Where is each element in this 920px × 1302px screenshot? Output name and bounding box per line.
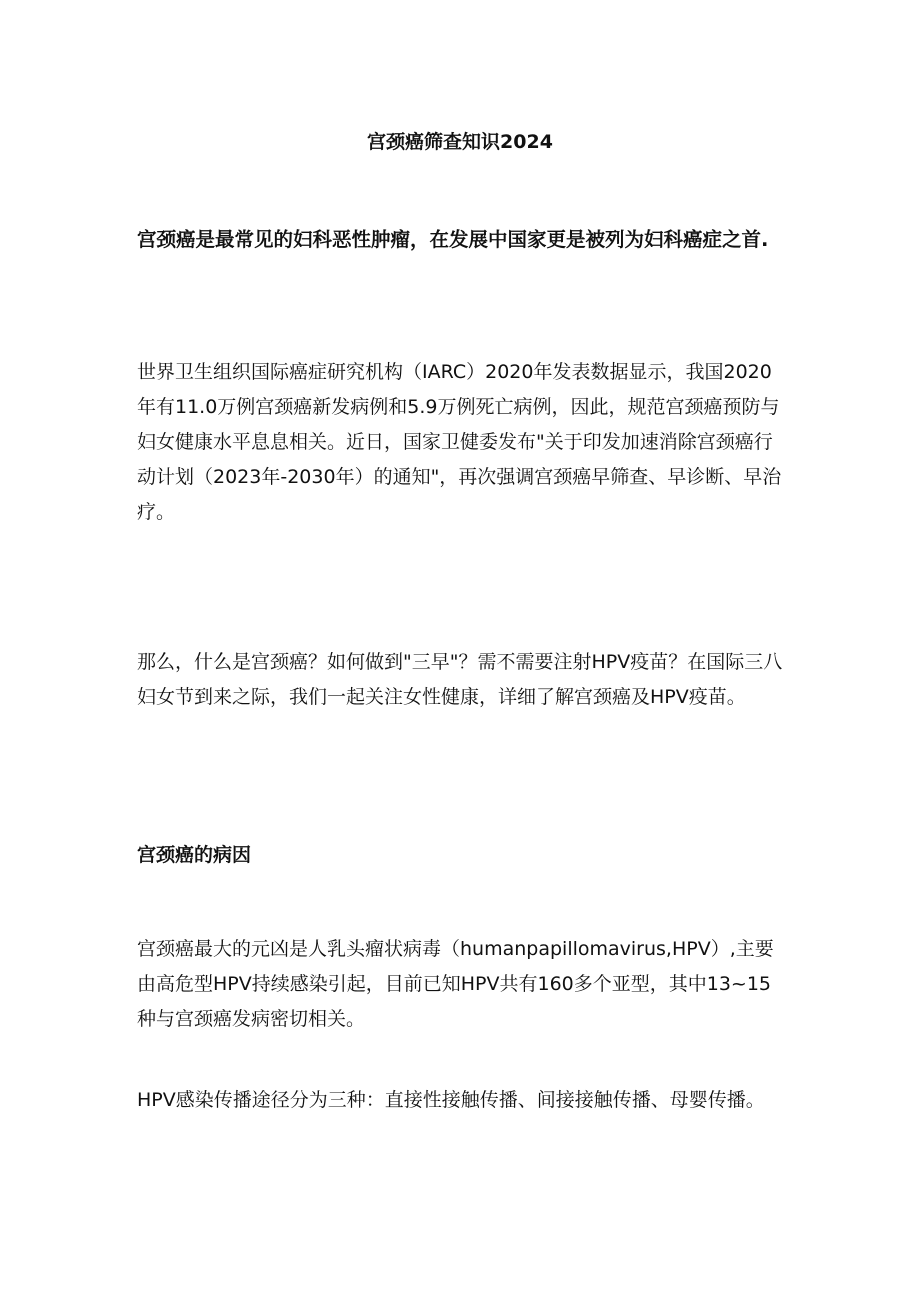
paragraph-three-early: 那么，什么是宫颈癌？如何做到"三早"？需不需要注射HPV疫苗？在国际三八妇女节到来之际，我们一起关注女性健康，详细了解宫颈癌及HPV疫苗。 [137, 651, 783, 708]
section-heading-causes: 宫颈癌的病因 [137, 844, 252, 866]
paragraph-hpv-transmission: HPV感染传播途径分为三种：直接性接触传播、间接接触传播、母婴传播。 [137, 1089, 765, 1111]
document-title: 宫颈癌筛查知识2024 [367, 131, 553, 153]
paragraph-iarc-data: 世界卫生组织国际癌症研究机构（IARC）2020年发表数据显示，我国2020年有11.0万例宫颈癌新发病例和5.9万例死亡病例，因此，规范宫颈癌预防与妇女健康水平息息相关。近日，国家卫健委发布"关于印发加速消除宫颈癌行动计划（2023年-2030年）的通知"，再次强调宫颈癌早筛查、早诊断、早治疗。 [137, 361, 782, 523]
lead-paragraph: 宫颈癌是最常见的妇科恶性肿瘤，在发展中国家更是被列为妇科癌症之首. [137, 228, 769, 251]
paragraph-hpv-cause: 宫颈癌最大的元凶是人乳头瘤状病毒（humanpapillomavirus,HPV）,主要由高危型HPV持续感染引起，目前已知HPV共有160多个亚型，其中13~15种与宫颈癌发病密切相关。 [137, 938, 774, 1030]
